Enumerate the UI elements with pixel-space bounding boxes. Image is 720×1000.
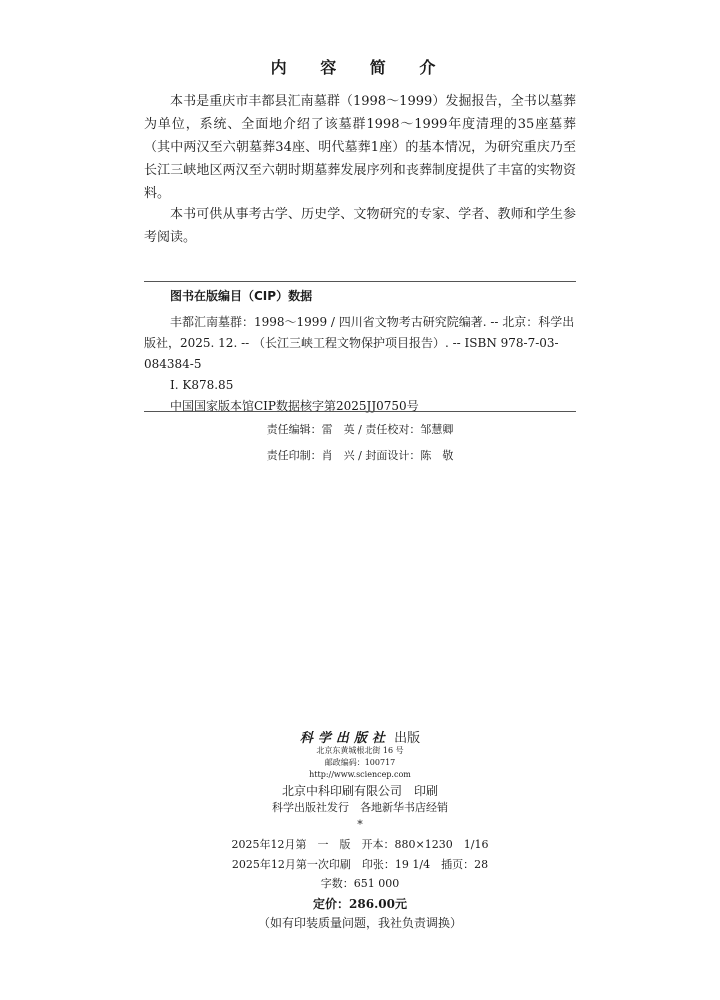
intro-paragraph-2 (144, 203, 576, 249)
publisher-url: http://www.sciencep.com (309, 770, 411, 779)
printer-line: 北京中科印刷有限公司 印刷 (281, 784, 438, 798)
cip-block (144, 312, 576, 417)
page-title: 内 容 简 介 (270, 58, 450, 77)
cip-entry: 丰都汇南墓群：1998～1999 / 四川省文物考古研究院编著. -- 北京：科学出版社，2025. 12. -- （长江三峡工程文物保护项目报告）. -- ISBN 978-7-03-084384-5 (144, 315, 575, 371)
edition-line: 2025年12月第 一 版 开本：880×1230 1/16 (231, 838, 489, 851)
separator-asterisk: * (357, 818, 363, 831)
publisher-line (0, 727, 720, 746)
printing-line: 2025年12月第一次印刷 印张：19 1/4 插页：28 (231, 858, 489, 871)
intro-paragraph-1 (144, 90, 576, 205)
credits-production: 责任印制：肖 兴 / 封面设计：陈 敬 (266, 449, 454, 462)
word-count: 字数：651 000 (320, 877, 400, 890)
publisher-logo: 科学出版社 (299, 731, 390, 746)
intro-text-1: 本书是重庆市丰都县汇南墓群（1998～1999）发掘报告，全书以墓葬为单位，系统、全面地介绍了该墓群1998～1999年度清理的35座墓葬（其中两汉至六朝墓葬34座、明代墓葬1座）的基本情况，为研究重庆乃至长江三峡地区两汉至六朝时期墓葬发展序列和丧葬制度提供了丰富的实物资料。 (144, 94, 576, 201)
quality-note: （如有印装质量问题，我社负责调换） (257, 916, 462, 930)
publisher-suffix: 出版 (389, 731, 421, 746)
price: 定价：286.00元 (313, 897, 407, 911)
publisher-postcode: 邮政编码：100717 (324, 758, 396, 767)
distribution-line: 科学出版社发行 各地新华书店经销 (272, 801, 448, 814)
publisher-address: 北京东黄城根北街 16 号 (316, 746, 404, 755)
intro-text-2: 本书可供从事考古学、历史学、文物研究的专家、学者、教师和学生参考阅读。 (144, 207, 576, 245)
cip-title: 图书在版编目（CIP）数据 (170, 289, 313, 303)
cip-record-number: 中国国家版本馆CIP数据核字第2025JJ0750号 (170, 399, 419, 413)
cip-top-divider (144, 281, 576, 282)
credits-editors: 责任编辑：雷 英 / 责任校对：邹慧卿 (266, 423, 454, 436)
cip-classification: Ⅰ. K878.85 (170, 378, 234, 392)
cip-bottom-divider (144, 411, 576, 412)
